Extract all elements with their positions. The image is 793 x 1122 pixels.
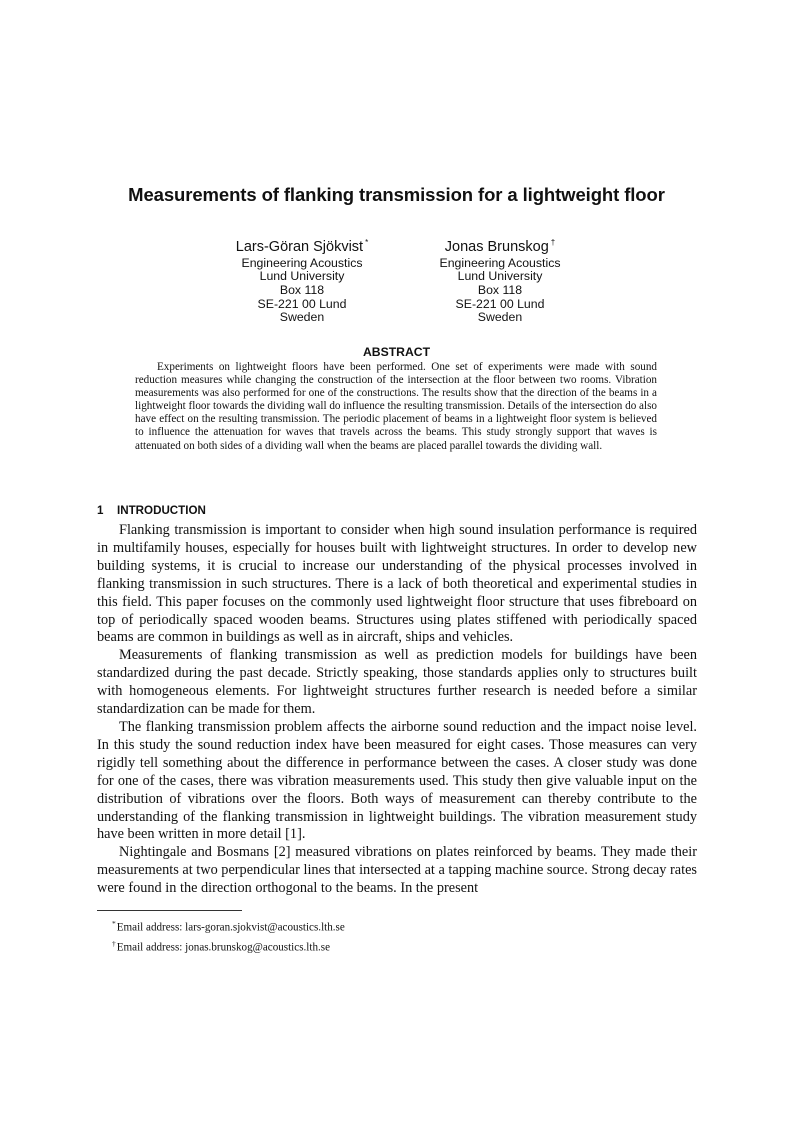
body-paragraph: Measurements of flanking transmission as well as prediction models for buildings have been standardized during the past decade. Strictly speaking, those standards applies only to structures built with homogeneous elements. For lightweight structures further research is needed before a similar standardization can be made for them. bbox=[97, 647, 697, 718]
footnote-mark: † bbox=[550, 238, 556, 247]
abstract-text: Experiments on lightweight floors have been performed. One set of experiments were made with sound reduction measures while changing the construction of the intersection at the floor between two rooms. Vibration measurements was also performed for one of the constructions. The results show that the direction of the beams in a lightweight floor towards the dividing wall do influence the resulting transmission. Details of the intersection do also have effect on the resulting transmission. The periodic placement of beams in a lightweight floor system is believed to influence the attenuation for waves that travels across the beams. This study strongly support that waves is attenuated on both sides of a dividing wall when the beams are placed parallel towards the dividing wall. bbox=[135, 361, 657, 452]
section-title: INTRODUCTION bbox=[117, 504, 206, 517]
paper-title: Measurements of flanking transmission for a lightweight floor bbox=[128, 184, 665, 205]
footnote bbox=[97, 916, 697, 936]
author-block bbox=[400, 233, 600, 325]
footnote-mark: * bbox=[112, 919, 116, 928]
footnote-rule bbox=[97, 910, 242, 911]
footnote-text: Email address: lars-goran.sjokvist@acoustics.lth.se bbox=[116, 921, 345, 934]
body-paragraph: Nightingale and Bosmans [2] measured vibrations on plates reinforced by beams. They made their measurements at two perpendicular lines that intersected at a tapping machine source. Strong decay rates were found in the direction orthogonal to the beams. In the present bbox=[97, 844, 697, 897]
section-number: 1 bbox=[97, 504, 104, 517]
affiliation-line: Engineering Acoustics bbox=[241, 255, 363, 270]
affiliation-line: Box 118 bbox=[279, 283, 325, 298]
affiliation-line: Engineering Acoustics bbox=[439, 255, 561, 270]
footnote-text: Email address: jonas.brunskog@acoustics.lth.se bbox=[116, 941, 331, 954]
affiliation-line: SE-221 00 Lund bbox=[455, 296, 545, 311]
affiliation-line: Lund University bbox=[259, 269, 345, 284]
affiliation-line: Lund University bbox=[457, 269, 543, 284]
affiliation-line: Box 118 bbox=[477, 283, 523, 298]
abstract-heading: ABSTRACT bbox=[362, 345, 431, 359]
footnotes bbox=[97, 916, 697, 956]
body-paragraph: The flanking transmission problem affects the airborne sound reduction and the impact noise level. In this study the sound reduction index have been measured for eight cases. Those measures can very rigidly tell something about the difference in performance between the cases. A closer study was done for one of the cases, there was vibration measurements used. This study then give valuable input on the distribution of vibrations over the floors. Both ways of measurement can thereby contribute to the understanding of the flanking transmission in lightweight buildings. The vibration measurement study have been written in more detail [1]. bbox=[97, 718, 697, 843]
footnote-mark: † bbox=[112, 939, 116, 949]
author-name: Jonas Brunskog † bbox=[444, 238, 556, 255]
affiliation-line: SE-221 00 Lund bbox=[257, 296, 347, 311]
author-name: Lars-Göran Sjökvist * bbox=[235, 238, 369, 255]
footnote bbox=[97, 936, 697, 956]
affiliation-line: Sweden bbox=[477, 310, 523, 325]
section-body bbox=[97, 522, 697, 898]
author-block bbox=[202, 233, 402, 325]
footnote-mark: * bbox=[365, 238, 369, 247]
body-paragraph: Flanking transmission is important to consider when high sound insulation performance is required in multifamily houses, especially for houses built with lightweight structures. In order to develop new building systems, it is crucial to increase our understanding of the physical processes involved in flanking transmission in such structures. There is a lack of both theoretical and experimental studies in this field. This paper focuses on the commonly used lightweight floor structure that uses fibreboard on top of periodically spaced wooden beams. Structures using plates stiffened with periodically spaced beams are common in buildings as well as in aircraft, ships and vehicles. bbox=[97, 522, 697, 646]
section-heading bbox=[97, 504, 206, 517]
affiliation-line: Sweden bbox=[279, 310, 325, 325]
